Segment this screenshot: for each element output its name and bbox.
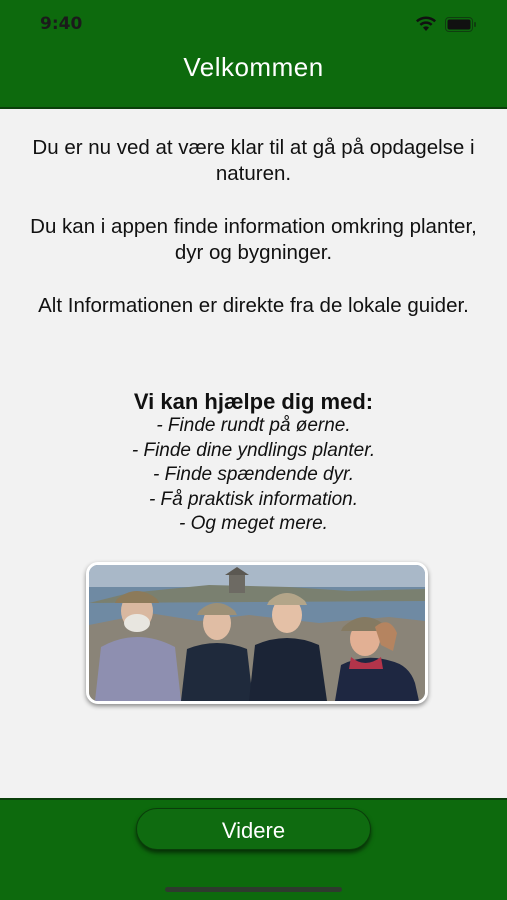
- welcome-content: [0, 110, 507, 798]
- guides-photo: [86, 562, 428, 704]
- footer-bar: [0, 798, 507, 900]
- help-heading: Vi kan hjælpe dig med:: [133, 389, 374, 414]
- wifi-icon: [415, 16, 437, 32]
- page-title: Velkommen: [183, 52, 324, 82]
- next-button[interactable]: Videre: [136, 808, 371, 850]
- battery-icon: [445, 17, 477, 32]
- home-indicator[interactable]: [165, 887, 342, 892]
- list-item: - Finde rundt på øerne.: [156, 415, 351, 436]
- list-item: - Få praktisk information.: [148, 488, 359, 510]
- header-bar: [0, 0, 507, 109]
- list-item: - Finde dine yndlings planter.: [131, 439, 376, 461]
- intro-paragraph-2: Du kan i appen finde information omkring planter, dyr og bygninger.: [30, 215, 477, 264]
- guides-photo-illustration: [89, 565, 425, 701]
- status-time: 9:40: [40, 14, 83, 34]
- list-item: - Og meget mere.: [179, 513, 328, 534]
- help-list: [0, 414, 507, 537]
- intro-paragraph-1: Du er nu ved at være klar til at gå på opdagelse i naturen.: [32, 136, 475, 185]
- status-icons: [415, 16, 477, 32]
- list-item: - Finde spændende dyr.: [152, 464, 355, 485]
- intro-paragraph-3: Alt Informationen er direkte fra de lokale guider.: [38, 294, 469, 317]
